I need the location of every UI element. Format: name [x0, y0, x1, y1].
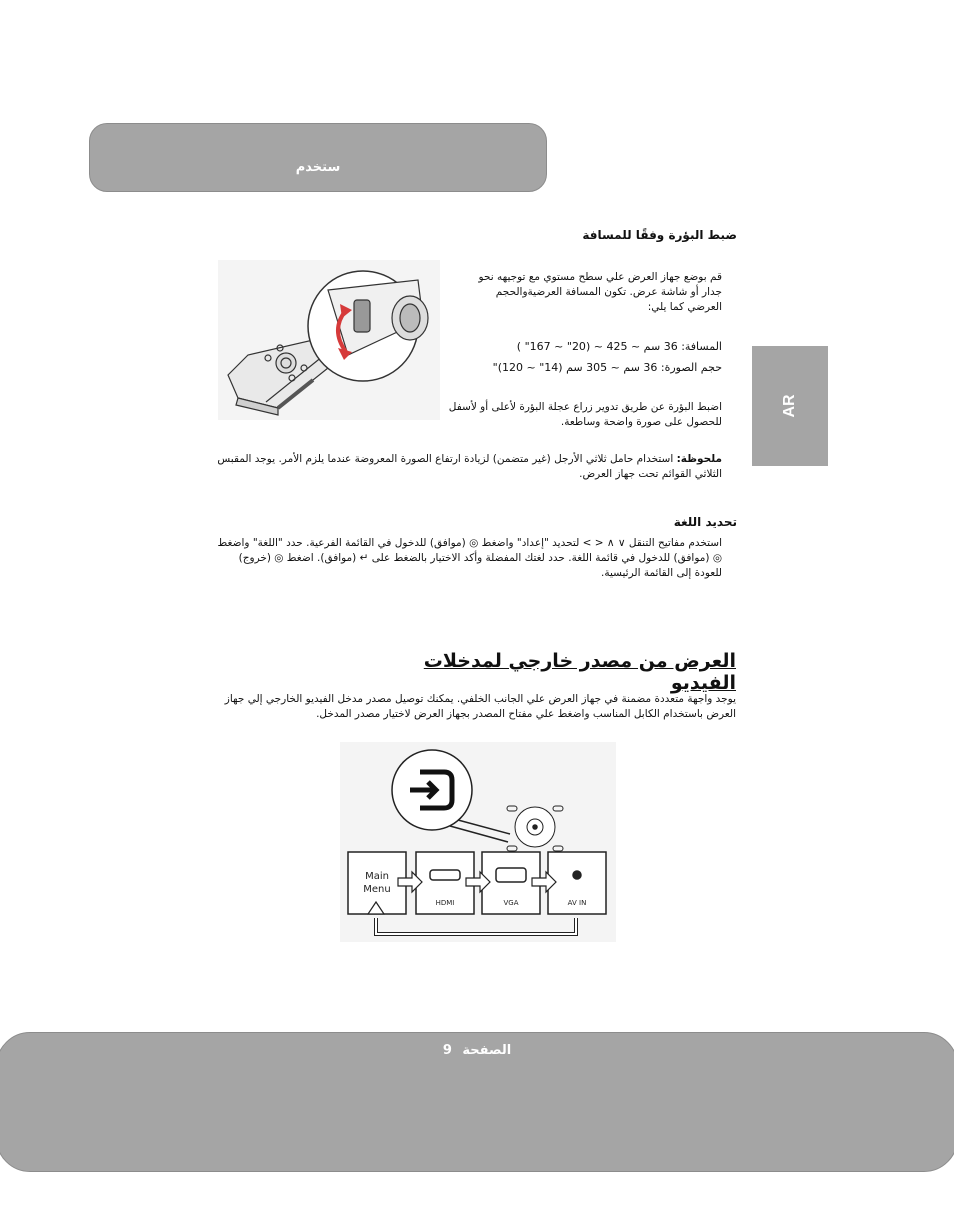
av-in-label: AV IN — [567, 899, 587, 907]
hdmi-label: HDMI — [435, 899, 455, 907]
page-label: الصفحة — [462, 1043, 512, 1058]
language-heading: تحديد اللغة — [673, 515, 737, 529]
header-banner — [89, 123, 547, 192]
main-menu-label-1: Main — [365, 871, 389, 882]
focus-intro-text: قم بوضع جهاز العرض علي سطح مستوي مع توجيهه نحو جدار أو شاشة عرض. تكون المسافة العرضيةوالحجم العرضي كما يلي: — [478, 271, 722, 313]
projector-illustration-svg — [218, 260, 440, 420]
tripod-note — [214, 452, 722, 482]
page-number: 9 — [442, 1043, 452, 1058]
focus-adjust-text: اضبط البؤرة عن طريق تدوير زراع عجلة البؤرة لأعلى أو لأسفل للحصول على صورة واضحة وساطعة. — [448, 401, 722, 428]
language-side-tab — [752, 346, 828, 466]
input-source-diagram-svg — [340, 742, 616, 942]
video-input-title: العرض من مصدر خارجي لمدخلات الفيديو — [423, 650, 736, 694]
projector-focus-illustration — [218, 260, 440, 420]
distance-spec: المسافة: 36 سم ~ 425 ~ (20" ~ 167" ) — [516, 340, 722, 353]
side-tab-label: AR — [781, 394, 798, 418]
vga-label: VGA — [503, 899, 519, 907]
image-size-spec: حجم الصورة: 36 سم ~ 305 سم (14" ~ 120)" — [492, 361, 722, 374]
input-source-diagram — [340, 742, 616, 942]
main-menu-label-2: Menu — [363, 884, 391, 895]
page-indicator — [0, 1043, 954, 1058]
language-instructions: استخدم مفاتيح التنقل ∨ ∧ < > لتحديد "إعداد" واضغط ◎ (موافق) للدخول في القائمة الفرعية. حدد "اللغة" واضغط ◎ (موافق) للدخول في قائمة اللغة. حدد لغتك المفضلة وأكد الاختيار بالضغط على ↵ (موافق). اضغط ◎ (خروج) للعودة إلى القائمة الرئيسية. — [217, 537, 722, 579]
note-text: استخدام حامل ثلاثي الأرجل (غير متضمن) لزيادة ارتفاع الصورة المعروضة عندما يلزم الأمر. يوجد المقبس الثلاثي القوائم تحت جهاز العرض. — [217, 453, 722, 480]
note-label: ملحوظة: — [676, 453, 722, 465]
header-title: ستخدم — [295, 160, 341, 175]
focus-heading: ضبط البؤرة وفقًا للمسافة — [582, 228, 737, 242]
video-input-text: يوجد واجهة متعددة مضمنة في جهاز العرض علي الجانب الخلفي. يمكنك توصيل مصدر مدخل الفيديو الخارجي إلي جهاز العرض باستخدام الكابل المناسب واضغط علي مفتاح المصدر بجهاز العرض لاختيار مصدر المدخل. — [224, 693, 736, 720]
